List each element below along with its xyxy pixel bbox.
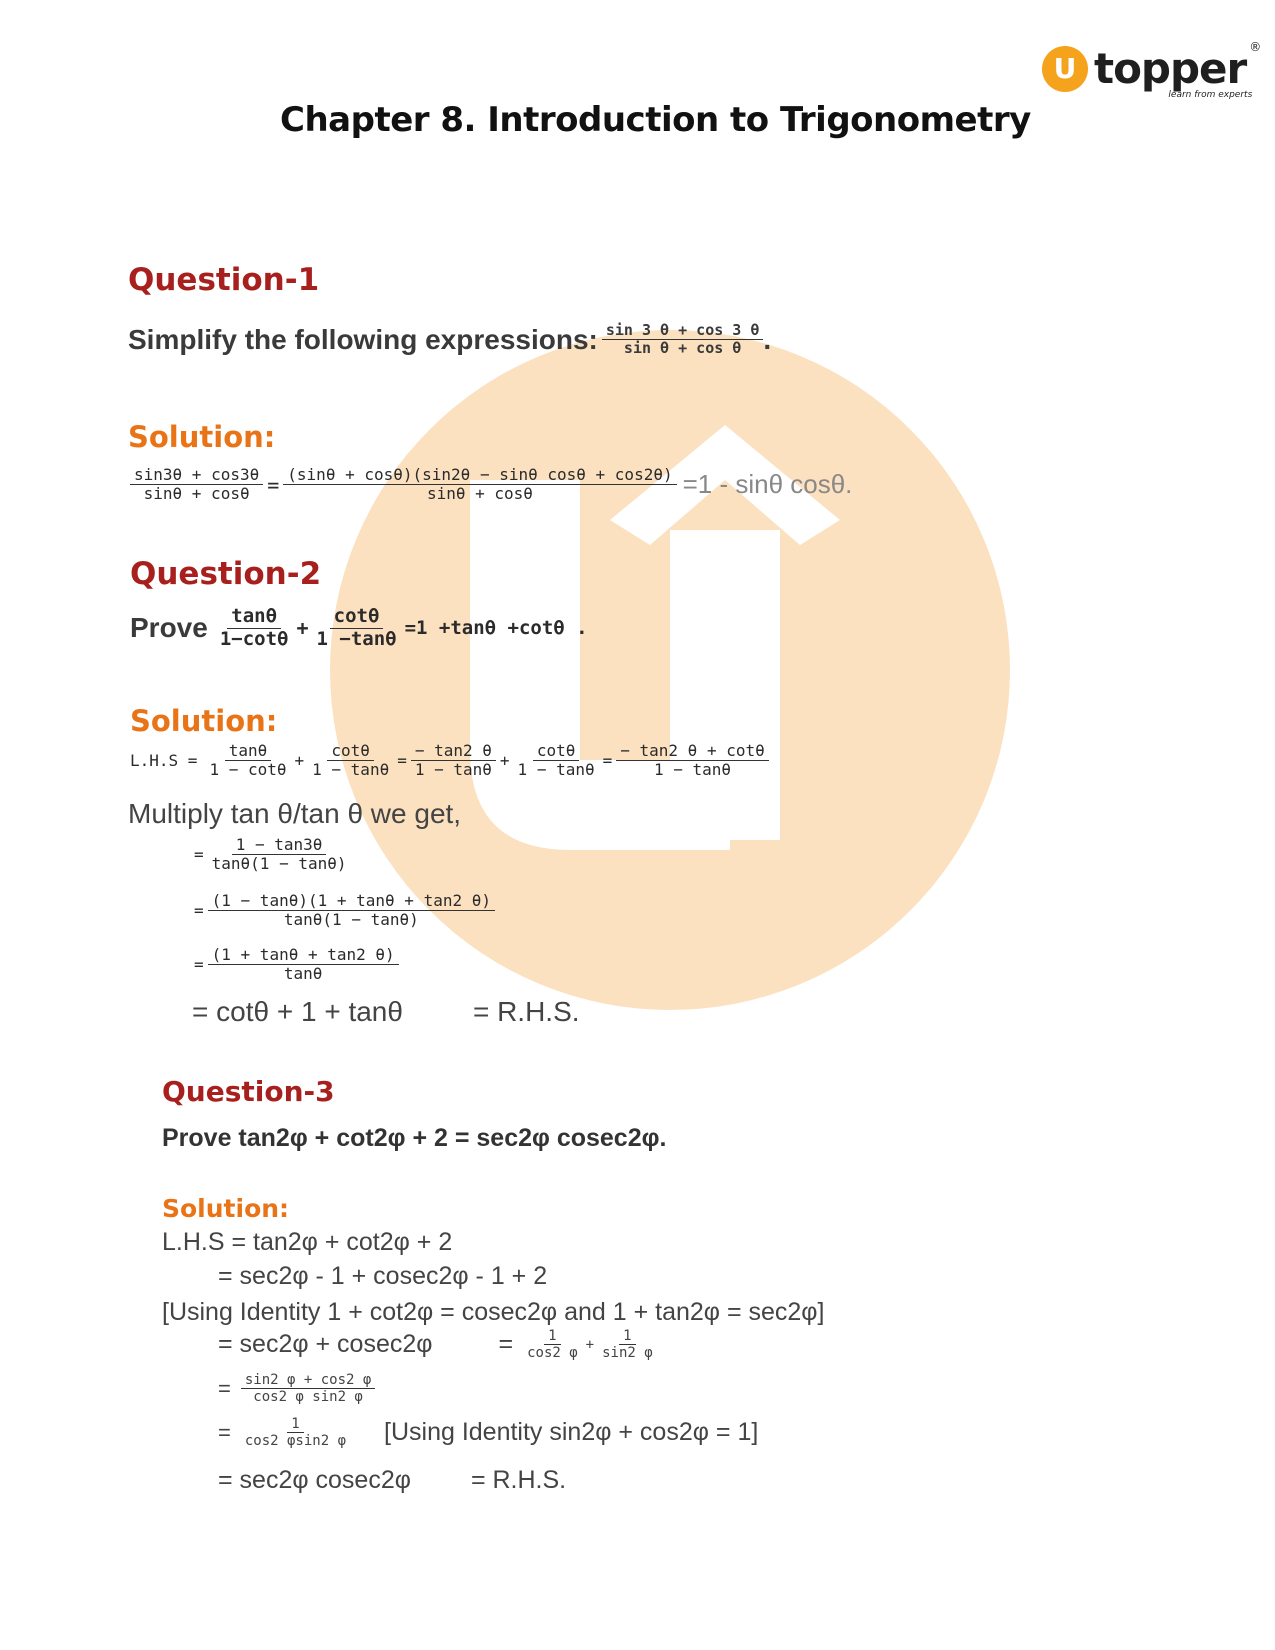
fraction-numerator: cotθ: [330, 606, 384, 629]
fraction-denominator: 1−cotθ: [219, 627, 289, 650]
mid-fraction: [283, 466, 676, 504]
final-expression: = sec2φ cosec2φ: [218, 1466, 411, 1494]
identity-note-2: [Using Identity sin2φ + cos2φ = 1]: [384, 1418, 759, 1447]
result-text: =1 - sinθ cosθ.: [682, 469, 853, 500]
equals-sign: =: [218, 1375, 231, 1401]
fraction-numerator: sin2 φ + cos2 φ: [241, 1372, 375, 1389]
solution-2-final: [192, 996, 580, 1028]
fraction-denominator: 1 − tanθ: [312, 760, 390, 780]
solution-2-line-2: [190, 892, 495, 930]
term-1-fraction: [216, 606, 293, 651]
equals-sign: =: [194, 901, 204, 921]
rhs-label: = R.H.S.: [470, 1466, 567, 1494]
fraction-denominator: tanθ(1 − tanθ): [283, 910, 419, 930]
solution-2-line-1: [190, 836, 351, 874]
step-fraction-5: [616, 742, 769, 780]
equals-sign: =: [498, 1330, 514, 1359]
fraction-numerator: 1 − tan3θ: [232, 836, 327, 855]
equals-sign: =: [218, 1419, 231, 1445]
logo-text: topper: [1094, 44, 1247, 93]
reduced-fraction: [241, 1416, 350, 1449]
logo-tagline: learn from experts: [1168, 90, 1253, 100]
identity-note-1: [Using Identity 1 + cot2φ = cosec2φ and 1 + tan2φ = sec2φ]: [162, 1298, 825, 1326]
fraction-numerator: 1: [544, 1328, 560, 1345]
question-1-fraction: [602, 322, 764, 358]
line-1-fraction: [208, 836, 351, 874]
fraction-denominator: sin2 φ: [602, 1345, 653, 1362]
fraction-numerator: 1: [619, 1328, 635, 1345]
fraction-denominator: cos2 φsin2 φ: [244, 1433, 347, 1450]
fraction-numerator: cotθ: [327, 742, 374, 761]
combined-fraction: [241, 1372, 375, 1405]
period: .: [763, 323, 772, 355]
lhs-fraction: [130, 466, 263, 504]
solution-3-line-1: L.H.S = tan2φ + cot2φ + 2: [162, 1228, 453, 1256]
fraction-numerator: − tan2 θ: [411, 742, 496, 761]
brand-logo: [1042, 40, 1261, 100]
logo-u-icon: U: [1042, 46, 1088, 92]
fraction-numerator: (sinθ + cosθ)(sin2θ − sinθ cosθ + cos2θ): [283, 466, 676, 485]
fraction-denominator: tanθ(1 − tanθ): [211, 854, 347, 874]
line-3-fraction: [208, 946, 399, 984]
fraction-numerator: (1 − tanθ)(1 + tanθ + tan2 θ): [208, 892, 495, 911]
rhs-expression: =1 +tanθ +cotθ .: [404, 617, 588, 640]
step-fraction-2: [308, 742, 393, 780]
step-fraction-1: [205, 742, 290, 780]
recip-sin-fraction: [598, 1328, 657, 1361]
sum-expression: = sec2φ + cosec2φ: [218, 1330, 433, 1359]
fraction-denominator: sinθ + cosθ: [143, 484, 250, 504]
fraction-denominator: 1 − cotθ: [209, 760, 287, 780]
plus-sign: +: [585, 1336, 595, 1353]
prove-label: Prove: [130, 612, 208, 644]
equals-sign: =: [194, 845, 204, 865]
fraction-denominator: cos2 φ sin2 φ: [253, 1389, 363, 1406]
fraction-denominator: sin θ + cos θ: [623, 339, 742, 358]
logo-wordmark: [1094, 40, 1261, 100]
solution-3-final: [218, 1466, 566, 1495]
equals-sign: =: [194, 955, 204, 975]
fraction-denominator: sinθ + cosθ: [426, 484, 533, 504]
step-fraction-4: [514, 742, 599, 780]
solution-1-heading: Solution:: [128, 420, 276, 454]
registered-mark: ®: [1249, 40, 1261, 54]
equals-sign: =: [602, 751, 613, 771]
term-2-fraction: [313, 606, 401, 651]
solution-2-equation: [130, 742, 769, 780]
fraction-numerator: cotθ: [533, 742, 580, 761]
fraction-denominator: 1 − tanθ: [653, 760, 732, 780]
final-expression: = cotθ + 1 + tanθ: [192, 996, 403, 1027]
lhs-label: L.H.S =: [130, 751, 198, 771]
plus-sign: +: [499, 751, 510, 771]
fraction-numerator: tanθ: [225, 742, 272, 761]
solution-3-line-5: [218, 1372, 375, 1405]
solution-1-equation: [130, 466, 852, 504]
question-3-heading: Question-3: [162, 1075, 335, 1108]
question-2-statement: [130, 606, 588, 651]
fraction-numerator: 1: [287, 1416, 303, 1433]
equals-sign: =: [267, 472, 280, 497]
question-1-heading: Question-1: [128, 262, 320, 298]
fraction-numerator: sin3θ + cos3θ: [130, 466, 263, 485]
fraction-numerator: tanθ: [227, 606, 281, 629]
line-2-fraction: [208, 892, 495, 930]
question-3-statement: Prove tan2φ + cot2φ + 2 = sec2φ cosec2φ.: [162, 1124, 667, 1152]
question-2-heading: Question-2: [130, 556, 322, 592]
solution-3-line-2: = sec2φ - 1 + cosec2φ - 1 + 2: [218, 1262, 548, 1290]
step-fraction-3: [411, 742, 496, 780]
multiply-note: Multiply tan θ/tan θ we get,: [128, 798, 462, 829]
fraction-denominator: cos2 φ: [527, 1345, 578, 1362]
fraction-denominator: 1 − tanθ: [517, 760, 595, 780]
fraction-denominator: tanθ: [283, 964, 323, 984]
solution-3-line-6: [218, 1416, 758, 1449]
recip-cos-fraction: [523, 1328, 582, 1361]
rhs-label: = R.H.S.: [472, 996, 580, 1027]
page-title: Chapter 8. Introduction to Trigonometry: [280, 100, 1031, 140]
fraction-denominator: 1 − tanθ: [414, 760, 492, 780]
fraction-numerator: − tan2 θ + cotθ: [616, 742, 769, 761]
fraction-numerator: (1 + tanθ + tan2 θ): [208, 946, 399, 965]
solution-2-heading: Solution:: [130, 704, 278, 738]
question-1-statement: [128, 322, 771, 358]
equals-sign: =: [397, 751, 407, 771]
fraction-denominator: 1 −tanθ: [316, 627, 397, 650]
solution-2-line-3: [190, 946, 399, 984]
solution-3-heading: Solution:: [162, 1194, 290, 1223]
solution-3-line-4: [218, 1328, 657, 1361]
fraction-numerator: sin 3 θ + cos 3 θ: [602, 322, 764, 340]
plus-sign: +: [294, 751, 305, 771]
statement-text: Simplify the following expressions:: [128, 323, 598, 355]
plus-sign: +: [296, 616, 309, 641]
